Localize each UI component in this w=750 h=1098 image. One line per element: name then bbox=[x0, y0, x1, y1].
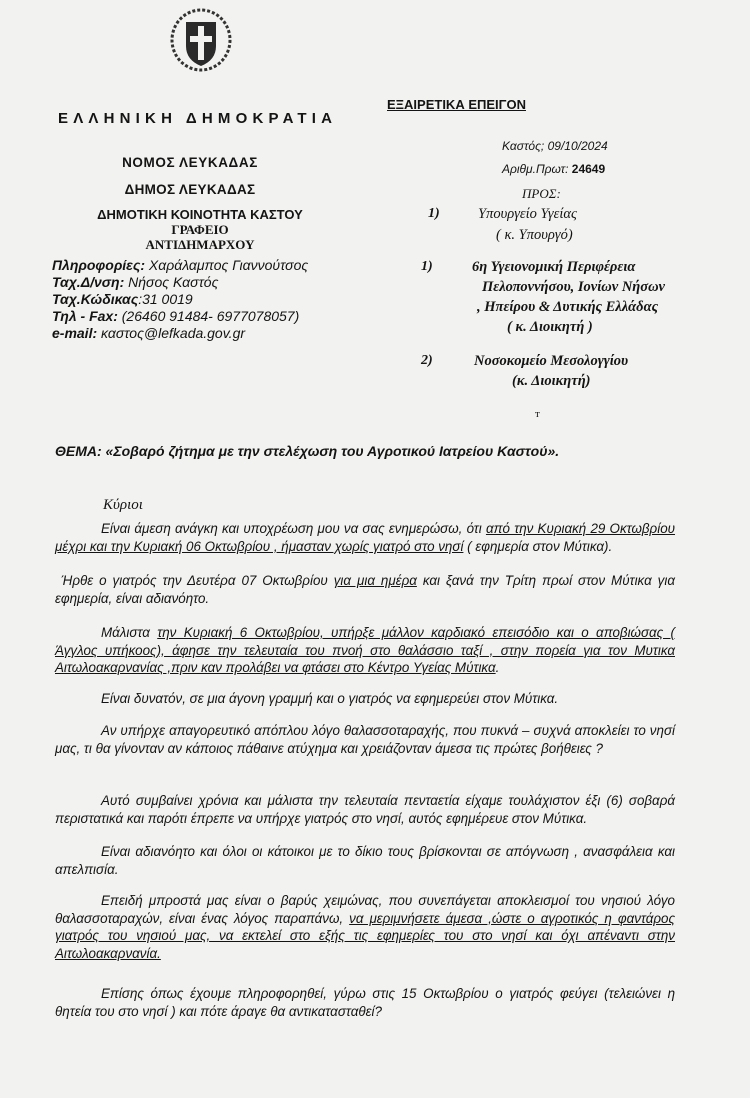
info-phone-value: (26460 91484- 6977078057) bbox=[117, 308, 300, 324]
paragraph-2-part-c: και ξανά την Τρίτη πρωί στον Μύτικα για εφημερία, είναι αδιανόητο. bbox=[55, 573, 675, 606]
stray-mark: т bbox=[535, 408, 540, 420]
info-contact bbox=[52, 256, 308, 274]
paragraph-4: Είναι δυνατόν, σε μια άγονη γραμμή και ο γιατρός να εφημερεύει στον Μύτικα. bbox=[101, 691, 559, 706]
prefecture-name: ΝΟΜΟΣ ΛΕΥΚΑΔΑΣ bbox=[122, 155, 258, 170]
deputy-mayor-label: ΑΝΤΙΔΗΜΑΡΧΟΥ bbox=[145, 237, 255, 252]
paragraph-8-part-a: Επειδή μπροστά μας είναι ο βαρύς χειμώνας, που συνεπάγεται αποκλεισμοί του νησιού λόγο θαλασσοταραχών, είναι ένας λόγος παραπάνω, bbox=[55, 893, 675, 926]
document-date: Καστός; 09/10/2024 bbox=[502, 139, 608, 153]
info-email-label: e-mail: bbox=[52, 325, 98, 341]
recipient-1-number: 1) bbox=[428, 206, 440, 221]
recipient-3-line-2: (κ. Διοικητή) bbox=[512, 373, 591, 389]
office-label: ΓΡΑΦΕΙΟ bbox=[171, 222, 229, 237]
paragraph-9: Επίσης όπως έχουμε πληροφορηθεί, γύρω στις 15 Οκτωβρίου ο γιατρός φεύγει (τελειώνει η θητεία του στο νησί ) και πότε άραγε θα αντικατασταθεί? bbox=[55, 986, 675, 1019]
info-address bbox=[52, 273, 218, 291]
protocol-number bbox=[502, 162, 605, 176]
republic-title: ΕΛΛΗΝΙΚΗ ΔΗΜΟΚΡΑΤΙΑ bbox=[58, 110, 338, 127]
community-name: ΔΗΜΟΤΙΚΗ ΚΟΙΝΟΤΗΤΑ ΚΑΣΤΟΥ bbox=[97, 207, 303, 222]
recipient-2-line-1: 6η Υγειονομική Περιφέρεια bbox=[472, 259, 636, 275]
protocol-value: 24649 bbox=[571, 162, 606, 176]
paragraph-2-underlined: για μια ημέρα bbox=[333, 573, 417, 588]
recipient-2-line-3: , Ηπείρου & Δυτικής Ελλάδας bbox=[477, 299, 659, 315]
paragraph-7: Είναι αδιανόητο και όλοι οι κάτοικοι με το δίκιο τους βρίσκονται σε απόγνωση , ανασφάλεια και απελπισία. bbox=[55, 844, 675, 877]
recipient-1-line-2: ( κ. Υπουργό) bbox=[496, 227, 573, 243]
info-address-value: Νήσος Καστός bbox=[124, 274, 219, 290]
paragraph-6: Αυτό συμβαίνει χρόνια και μάλιστα την τελευταία πενταετία είχαμε τουλάχιστον έξι (6) σοβαρά περιστατικά και παρότι έπρεπε να υπήρχε γιατρός στο νησί, αυτός εφημέρευε στον Μύτικα. bbox=[55, 793, 675, 826]
subject-line: ΘΕΜΑ: «Σοβαρό ζήτημα με την στελέχωση του Αγροτικού Ιατρείου Καστού». bbox=[55, 443, 560, 459]
info-zip-value: :31 0019 bbox=[138, 291, 193, 307]
info-contact-value: Χαράλαμπος Γιαννούτσος bbox=[145, 257, 309, 273]
paragraph-1-underlined: από την Κυριακή 29 Οκτωβρίου μέχρι και την Κυριακή 06 Οκτωβρίου , ήμασταν χωρίς γιατρό στο νησί bbox=[55, 521, 675, 554]
info-phone bbox=[52, 307, 299, 325]
paragraph-1-part-c: ( εφημερία στον Μύτικα). bbox=[463, 538, 613, 554]
urgent-label: ΕΞΑΙΡΕΤΙΚΑ ΕΠΕΙΓΟΝ bbox=[387, 97, 526, 112]
info-zip bbox=[52, 290, 193, 308]
paragraph-3 bbox=[55, 624, 675, 677]
paragraph-5: Αν υπήρχε απαγορευτικό απόπλου λόγο θαλασσοταραχής, που πυκνά – συχνά αποκλείει το νησί μας, τι θα γίνονταν αν κάποιος πάθαινε ατύχημα και χρειάζονταν άμεσα τις πρώτες βοήθειες ? bbox=[55, 723, 675, 756]
paragraph-8-underlined: να μεριμνήσετε άμεσα ,ώστε ο αγροτικός η φαντάρος γιατρός του νησιού μας, να εκτελεί στο εξής τις εφημερίες του στο νησί και όχι απέναντι στην Αιτωλοακαρνανία. bbox=[55, 910, 676, 961]
paragraph-3-underlined: την Κυριακή 6 Οκτωβρίου, υπήρξε μάλλον καρδιακό επεισόδιο και ο αποβιώσας ( Άγγλος υπήκοος), άφησε την τελευταία του πνοή στο θαλάσσιο ταξί , στην πορεία για τον Μυτικα Αιτωλοακαρνανίας ,πριν καν προλάβει να φτάσει στο Κέντρο Υγείας Μύτικα bbox=[55, 625, 675, 675]
paragraph-1 bbox=[55, 520, 675, 555]
protocol-label: Αριθμ.Πρωτ: bbox=[502, 162, 572, 176]
salutation: Κύριοι bbox=[103, 497, 143, 513]
paragraph-2-part-a: Ήρθε ο γιατρός την Δευτέρα 07 Οκτωβρίου bbox=[61, 573, 334, 588]
info-phone-label: Τηλ - Fax: bbox=[52, 308, 118, 324]
info-email bbox=[52, 324, 245, 342]
paragraph-3-part-a: Μάλιστα bbox=[101, 625, 158, 640]
info-address-label: Ταχ.Δ/νση: bbox=[52, 274, 125, 290]
recipients-heading: ΠΡΟΣ: bbox=[522, 186, 561, 201]
info-zip-label: Ταχ.Κώδικας bbox=[52, 291, 139, 307]
greek-emblem bbox=[170, 8, 232, 72]
recipient-3-line-1: Νοσοκομείο Μεσολογγίου bbox=[474, 353, 629, 369]
paragraph-1-part-a: Είναι άμεση ανάγκη και υποχρέωση μου να σας ενημερώσω, ότι bbox=[101, 521, 486, 536]
recipient-1-line-1: Υπουργείο Υγείας bbox=[478, 206, 577, 222]
info-email-value: καστος@lefkada.gov.gr bbox=[97, 325, 246, 341]
municipality-name: ΔΗΜΟΣ ΛΕΥΚΑΔΑΣ bbox=[124, 182, 256, 197]
recipient-2-number: 1) bbox=[421, 259, 433, 274]
paragraph-2 bbox=[55, 572, 675, 607]
paragraph-3-part-c: . bbox=[495, 660, 500, 675]
recipient-3-number: 2) bbox=[421, 353, 433, 368]
paragraph-8 bbox=[55, 892, 675, 962]
recipient-2-line-4: ( κ. Διοικητή ) bbox=[507, 319, 593, 335]
info-contact-label: Πληροφορίες: bbox=[52, 257, 145, 273]
recipient-2-line-2: Πελοποννήσου, Ιονίων Νήσων bbox=[482, 279, 665, 295]
